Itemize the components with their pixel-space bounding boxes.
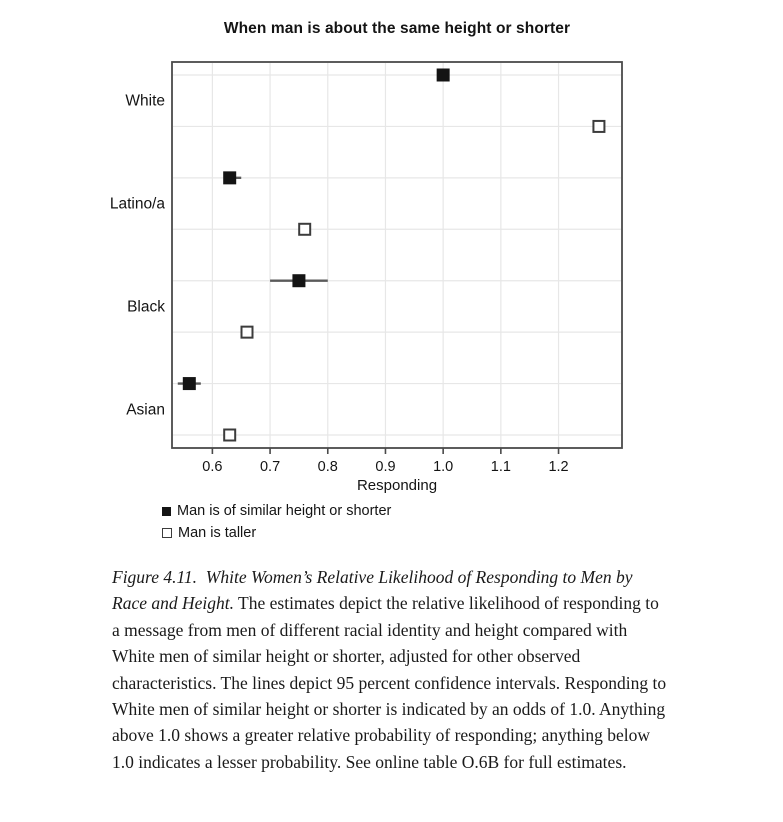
data-point-open-square [299, 224, 310, 235]
x-tick-label: 1.2 [548, 459, 569, 475]
x-tick-label: 0.8 [317, 459, 338, 475]
data-point-open-square [593, 121, 604, 132]
x-tick-label: 0.9 [375, 459, 396, 475]
data-point-filled-square [292, 274, 305, 287]
legend-label: Man is taller [178, 525, 257, 541]
y-category-label: Latino/a [109, 195, 165, 213]
x-tick-label: 1.1 [490, 459, 511, 475]
plot-border [172, 62, 622, 448]
x-tick-label: 1.0 [433, 459, 454, 475]
x-tick-label: 0.7 [259, 459, 281, 475]
x-tick-label: 0.6 [202, 459, 223, 475]
figure-caption [112, 564, 670, 775]
y-category-label: Black [127, 298, 165, 316]
filled-square-marker-icon [162, 507, 171, 516]
y-category-label: White [125, 92, 165, 110]
data-point-filled-square [437, 69, 450, 82]
legend-item [162, 522, 391, 544]
figure-caption-title: Figure 4.11. White Women’s Relative Likelihood of Responding to Men by Race and Height. [112, 567, 637, 614]
data-point-open-square [242, 327, 253, 338]
data-point-filled-square [183, 377, 196, 390]
figure-caption-body: The estimates depict the relative likelihood of responding to a message from men of different racial identity and height compared with White men of similar height or shorter, adjusted for other observed characteristics. The lines depict 95 percent confidence intervals. Responding to White men of similar height or shorter is indicated by an odds of 1.0. Anything above 1.0 shows a greater relative probability of responding; anything below 1.0 indicates a lesser probability. See online table O.6B for full estimates. [112, 593, 671, 772]
y-category-label: Asian [126, 401, 165, 419]
open-square-marker-icon [162, 528, 172, 538]
x-axis-label: Responding [356, 477, 438, 494]
legend-item [162, 500, 391, 522]
chart-legend [162, 500, 391, 544]
chart-title: When man is about the same height or shorter [223, 20, 571, 37]
legend-label: Man is of similar height or shorter [177, 503, 392, 519]
data-point-filled-square [223, 171, 236, 184]
data-point-open-square [224, 430, 235, 441]
